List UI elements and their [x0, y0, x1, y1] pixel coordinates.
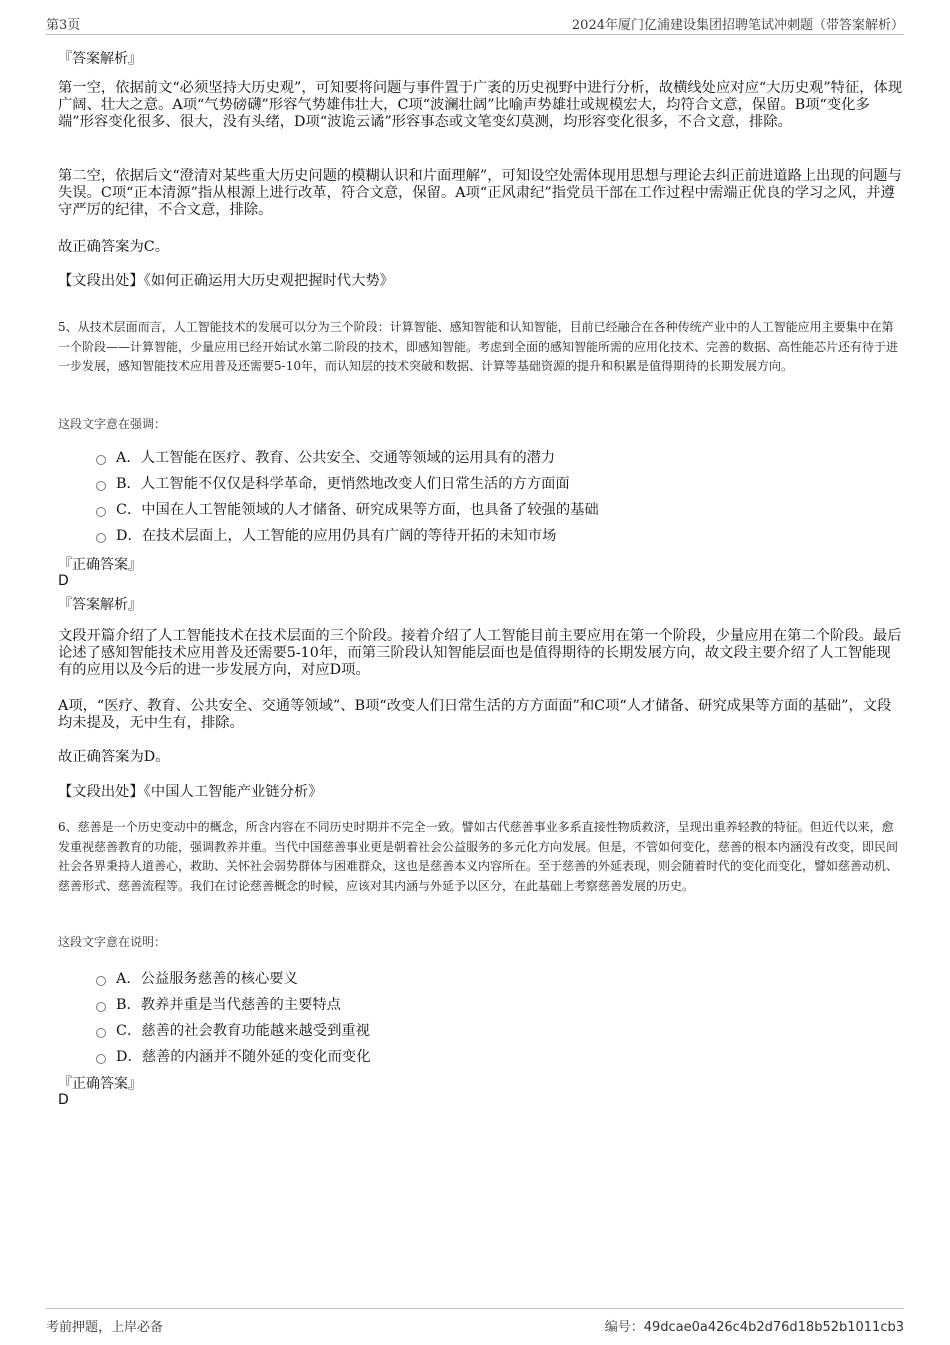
option-label: B．人工智能不仅仅是科学革命，更悄然地改变人们日常生活的方方面面 [116, 476, 570, 492]
q6-prompt: 这段文字意在说明： [58, 935, 167, 949]
radio-icon[interactable] [96, 481, 106, 491]
q6-answer: D [58, 1092, 69, 1108]
q5-option-c[interactable] [96, 496, 904, 522]
q5-options [96, 444, 904, 548]
q6-option-d[interactable] [96, 1043, 904, 1069]
page-header [46, 12, 904, 35]
radio-icon[interactable] [96, 1002, 106, 1012]
q5-source: 【文段出处】《中国人工智能产业链分析》 [58, 784, 323, 800]
q5-answer-label: 『正确答案』 [58, 557, 142, 573]
radio-icon[interactable] [96, 455, 106, 465]
q6-stem: 6、慈善是一个历史变动中的概念，所含内容在不同历史时期并不完全一致。譬如古代慈善事业多系直接性物质救济，呈现出重养轻教的特征。但近代以来，愈发重视慈善教育的功能，强调教养并重。当代中国慈善事业更是朝着社会公益服务的多元化方向发展。但是，不管如何变化，慈善的根本内涵没有改变，即民间社会各界秉持人道善心，救助、关怀社会弱势群体与困难群众，这也是慈善本义内容所在。至于慈善的外延表现，则会随着时代的变化而变化，譬如慈善动机、慈善形式、慈善流程等。我们在讨论慈善概念的时候，应该对其内涵与外延予以区分，在此基础上考察慈善发展的历史。 [58, 820, 899, 893]
code-label: 编号： [604, 1320, 644, 1335]
code-value: 49dcae0a426c4b2d76d18b52b1011cb3 [643, 1320, 904, 1335]
page-number: 第3页 [46, 17, 81, 33]
option-label: D．慈善的内涵并不随外延的变化而变化 [116, 1049, 371, 1065]
option-label: A．人工智能在医疗、教育、公共安全、交通等领域的运用具有的潜力 [116, 450, 556, 466]
radio-icon[interactable] [96, 533, 106, 543]
option-label: C．中国在人工智能领域的人才储备、研究成果等方面，也具备了较强的基础 [116, 502, 599, 518]
q4-analysis-label: 『答案解析』 [58, 51, 142, 67]
q6-answer-label: 『正确答案』 [58, 1076, 142, 1092]
q5-prompt: 这段文字意在强调： [58, 417, 167, 431]
option-label: B．教养并重是当代慈善的主要特点 [116, 997, 341, 1013]
q5-option-a[interactable] [96, 444, 904, 470]
document-code [605, 1316, 904, 1335]
option-label: D．在技术层面上，人工智能的应用仍具有广阔的等待开拓的未知市场 [116, 528, 557, 544]
q5-conclusion: 故正确答案为D。 [58, 749, 170, 765]
q6-option-a[interactable] [96, 965, 904, 991]
q5-option-d[interactable] [96, 522, 904, 548]
q4-analysis-para1: 第一空，依据前文“必须坚持大历史观”，可知要将问题与事件置于广袤的历史视野中进行分析，故横线处应对应“大历史观”特征，体现广阔、壮大之意。A项“气势磅礴”形容气势雄伟壮大，C项“波澜壮阔”比喻声势雄壮或规模宏大，均符合文意，保留。B项“变化多端”形容变化很多、很大，没有头绪，D项“波诡云谲”形容事态或文笔变幻莫测，均形容变化很多，不合文意，排除。 [58, 80, 903, 130]
option-label: C．慈善的社会教育功能越来越受到重视 [116, 1023, 370, 1039]
q5-option-b[interactable] [96, 470, 904, 496]
q4-analysis-para2: 第二空，依据后文“澄清对某些重大历史问题的模糊认识和片面理解”，可知设空处需体现用思想与理论去纠正前进道路上出现的问题与失误。C项“正本清源”指从根源上进行改革，符合文意，保留。A项“正风肃纪”指党员干部在工作过程中需端正优良的学习之风，并遵守严厉的纪律，不合文意，排除。 [58, 168, 902, 218]
radio-icon[interactable] [96, 507, 106, 517]
footer-slogan: 考前押题，上岸必备 [46, 1320, 164, 1335]
radio-icon[interactable] [96, 976, 106, 986]
radio-icon[interactable] [96, 1028, 106, 1038]
q6-option-c[interactable] [96, 1017, 904, 1043]
option-label: A．公益服务慈善的核心要义 [116, 971, 298, 987]
q5-stem: 5、从技术层面而言，人工智能技术的发展可以分为三个阶段：计算智能、感知智能和认知智能，目前已经融合在各种传统产业中的人工智能应用主要集中在第一个阶段——计算智能，少量应用已经开始试水第二阶段的技术，即感知智能。考虑到全面的感知智能所需的应用化技术、完善的数据、高性能芯片还有待于进一步发展，感知智能技术应用普及还需要5-10年，而认知层的技术突破和数据、计算等基础资源的提升和积累是值得期待的长期发展方向。 [58, 320, 899, 374]
q5-answer: D [58, 573, 69, 589]
q6-options [96, 965, 904, 1069]
q4-source: 【文段出处】《如何正确运用大历史观把握时代大势》 [58, 273, 394, 289]
q5-analysis-para1: 文段开篇介绍了人工智能技术在技术层面的三个阶段。接着介绍了人工智能目前主要应用在第一个阶段，少量应用在第二个阶段。最后论述了感知智能技术应用普及还需要5-10年，而第三阶段认知智能层面也是值得期待的长期发展方向，故文段主要介绍了人工智能现有的应用以及今后的进一步发展方向，对应D项。 [58, 628, 902, 678]
q5-analysis-para2: A项，“医疗、教育、公共安全、交通等领域”、B项“改变人们日常生活的方方面面”和C项“人才储备、研究成果等方面的基础”，文段均未提及，无中生有，排除。 [58, 698, 892, 731]
q4-conclusion: 故正确答案为C。 [58, 239, 170, 255]
page-footer [46, 1308, 904, 1335]
document-title: 2024年厦门亿浦建设集团招聘笔试冲刺题（带答案解析） [571, 17, 904, 33]
q6-option-b[interactable] [96, 991, 904, 1017]
radio-icon[interactable] [96, 1054, 106, 1064]
q5-analysis-label: 『答案解析』 [58, 597, 142, 613]
